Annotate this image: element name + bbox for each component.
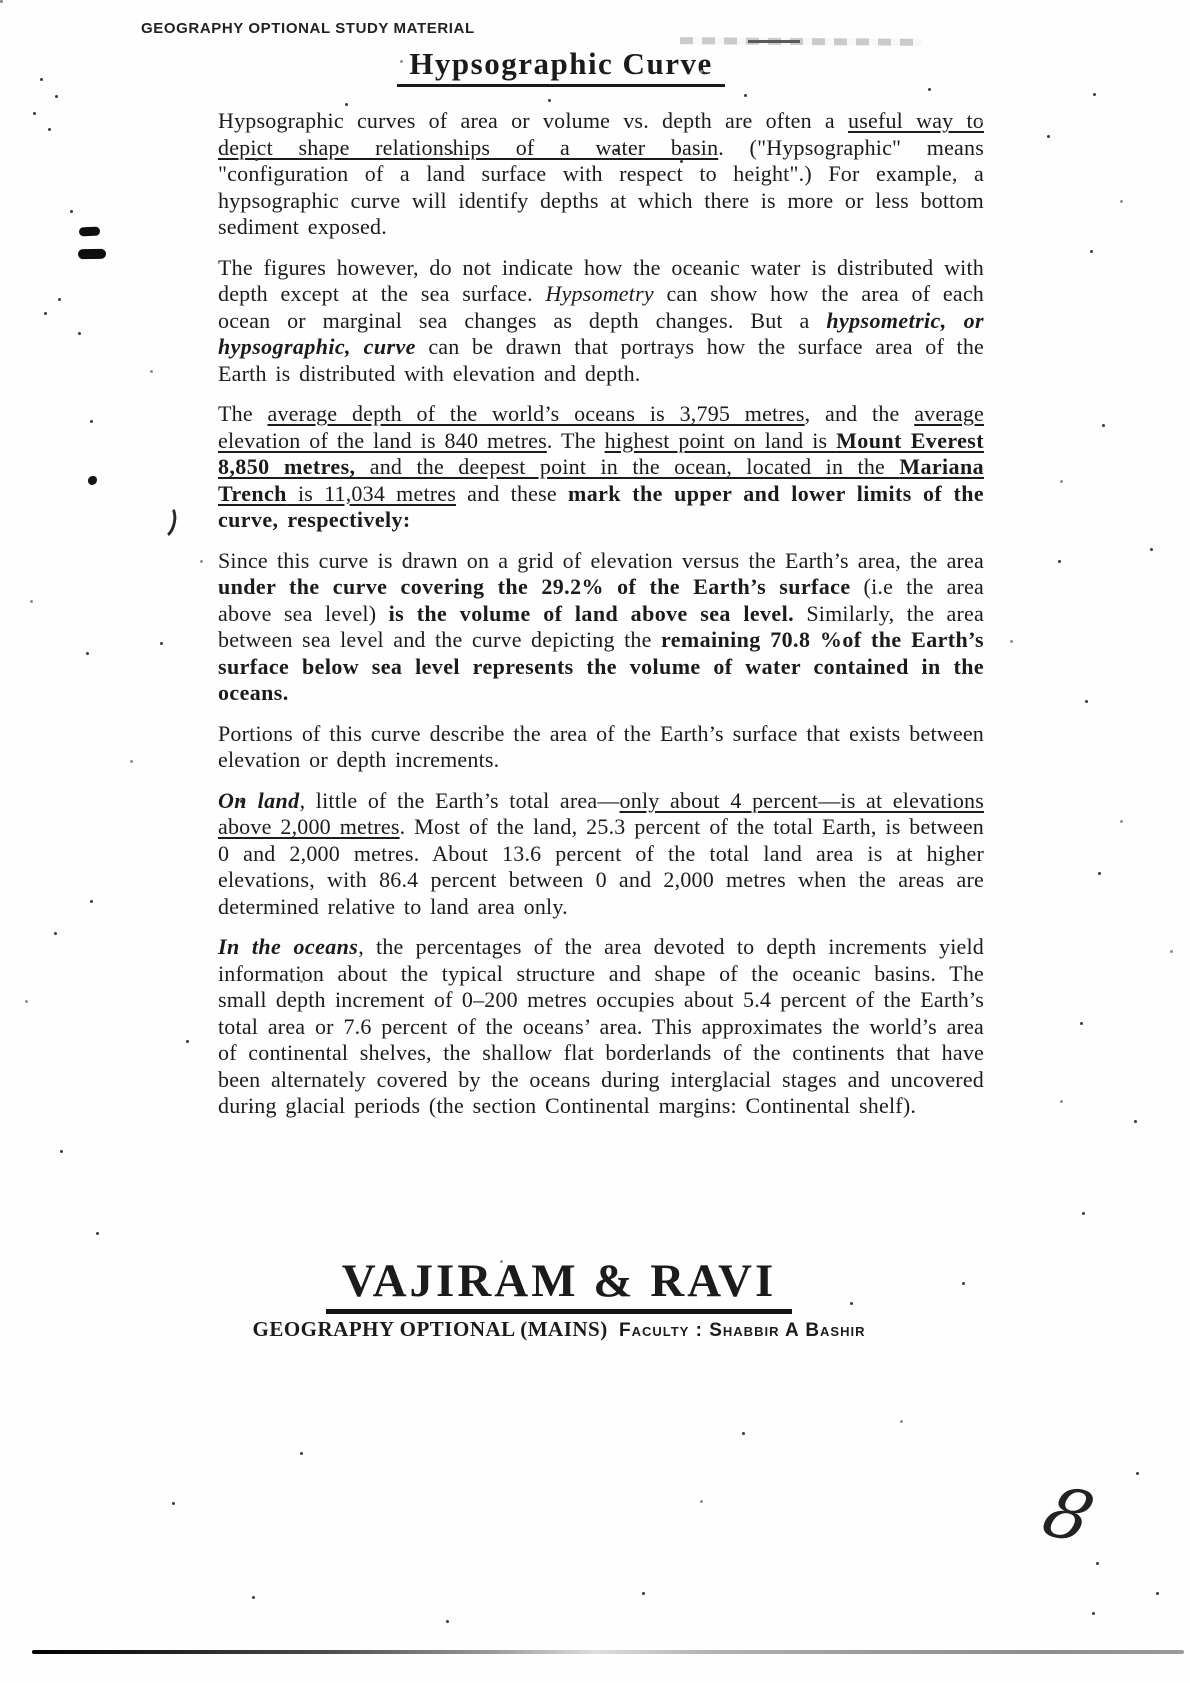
- text-segment: useful way to depict shape relationships of a water basin: [218, 108, 984, 160]
- handwritten-page-number: 8: [1033, 1471, 1104, 1559]
- scan-line-artifact: [32, 1650, 1184, 1654]
- text-segment: can be drawn that portrays how the surface area of the Earth is distributed with elevation and depth.: [218, 334, 984, 386]
- scan-noise-dots: [0, 0, 3, 3]
- paragraph: [218, 548, 984, 707]
- page-footer: [176, 1256, 942, 1342]
- paragraph: [218, 934, 984, 1120]
- footer-faculty-label: Faculty : Shabbir A Bashir: [618, 1319, 866, 1341]
- text-segment: and these: [456, 480, 568, 506]
- margin-dash-mark: [78, 249, 106, 259]
- text-segment: Hypsographic curves of area or volume vs. depth are often a: [218, 108, 849, 133]
- margin-dash-mark: [79, 227, 100, 237]
- text-segment: highest point on land is: [604, 427, 837, 453]
- paragraph: [218, 401, 984, 534]
- text-segment: is 11,034 metres: [286, 480, 457, 506]
- text-segment: The figures however, do not indicate how the oceanic water is distributed with depth except at the sea surface.: [218, 254, 984, 306]
- text-segment: mark the upper and lower limits of the curve, respectively:: [218, 480, 985, 532]
- text-segment: Since this curve is drawn on a grid of elevation versus the Earth’s area, the area: [218, 547, 984, 573]
- text-segment: and the deepest point in the ocean, located in the: [355, 454, 900, 479]
- text-segment: . The: [546, 427, 605, 453]
- article-body: [218, 108, 984, 1134]
- text-segment: Portions of this curve describe the area of the Earth’s surface that exists between elevation or depth increments.: [218, 720, 984, 772]
- text-segment: The: [218, 401, 268, 426]
- text-segment: Mount Everest 8,850 metres,: [218, 427, 984, 479]
- handwritten-paren-mark: [150, 501, 180, 541]
- text-segment: average elevation of the land is 840 metres: [218, 401, 984, 453]
- page-title: Hypsographic Curve: [397, 46, 724, 87]
- scan-smudge-artifact: [680, 37, 922, 46]
- footer-subtitle: [176, 1317, 942, 1342]
- ink-blob-artifact: [88, 476, 97, 485]
- text-segment: is the volume of land above sea level.: [388, 600, 794, 626]
- paragraph: [218, 108, 984, 241]
- footer-course-label: GEOGRAPHY OPTIONAL (MAINS): [252, 1316, 608, 1341]
- text-segment: On land: [218, 787, 300, 813]
- text-segment: (i.e the area above sea level): [218, 574, 984, 626]
- text-segment: Hypsometry: [545, 281, 654, 306]
- text-segment: only about 4 percent—is at elevations above 2,000 metres: [218, 787, 984, 839]
- paragraph: [218, 721, 984, 774]
- text-segment: In the oceans: [218, 934, 359, 959]
- text-segment: can show how the area of each ocean or marginal sea changes as depth changes. But a: [218, 281, 984, 333]
- text-segment: hypsometric, or hypsographic, curve: [218, 307, 984, 359]
- text-segment: average depth of the world’s oceans is 3,795 metres: [267, 401, 805, 426]
- paragraph: [218, 255, 984, 388]
- text-segment: remaining 70.8 %of the Earth’s surface below sea level represents the volume of water contained in the oceans.: [218, 627, 984, 705]
- text-segment: Mariana Trench: [218, 454, 984, 506]
- text-segment: , little of the Earth’s total area—: [299, 787, 620, 813]
- title-wrap: [178, 46, 944, 87]
- brand-title: VAJIRAM & RAVI: [326, 1256, 793, 1314]
- text-segment: Similarly, the area between sea level and the curve depicting the: [218, 600, 984, 652]
- page-header: GEOGRAPHY OPTIONAL STUDY MATERIAL: [141, 20, 475, 37]
- text-segment: , the percentages of the area devoted to depth increments yield information about the typical structure and shape of the oceanic basins. The small depth increment of 0–200 metres occupies about 5.4 percent of the Earth’s total area or 7.6 percent of the oceans’ area. This approximates the world’s area of continental shelves, the shallow flat borderlands of the continents that have been alternately covered by the oceans during interglacial stages and uncovered during glacial periods (the section Continental margins: Continental shelf).: [218, 934, 985, 1118]
- paragraph: [218, 788, 984, 921]
- text-segment: . ("Hypsographic" means "configuration of a land surface with respect to height".) For example, a hypsographic curve will identify depths at which there is more or less bottom sediment exposed.: [218, 134, 984, 239]
- text-segment: , and the: [804, 401, 915, 426]
- text-segment: under the curve covering the 29.2% of the Earth’s surface: [218, 574, 851, 599]
- text-segment: . Most of the land, 25.3 percent of the total Earth, is between 0 and 2,000 metres. About 13.6 percent of the total land area is at higher elevations, with 86.4 percent between 0 and 2,000 metres when the areas are determined relative to land area only.: [218, 814, 985, 919]
- scan-smudge-artifact: [748, 40, 800, 43]
